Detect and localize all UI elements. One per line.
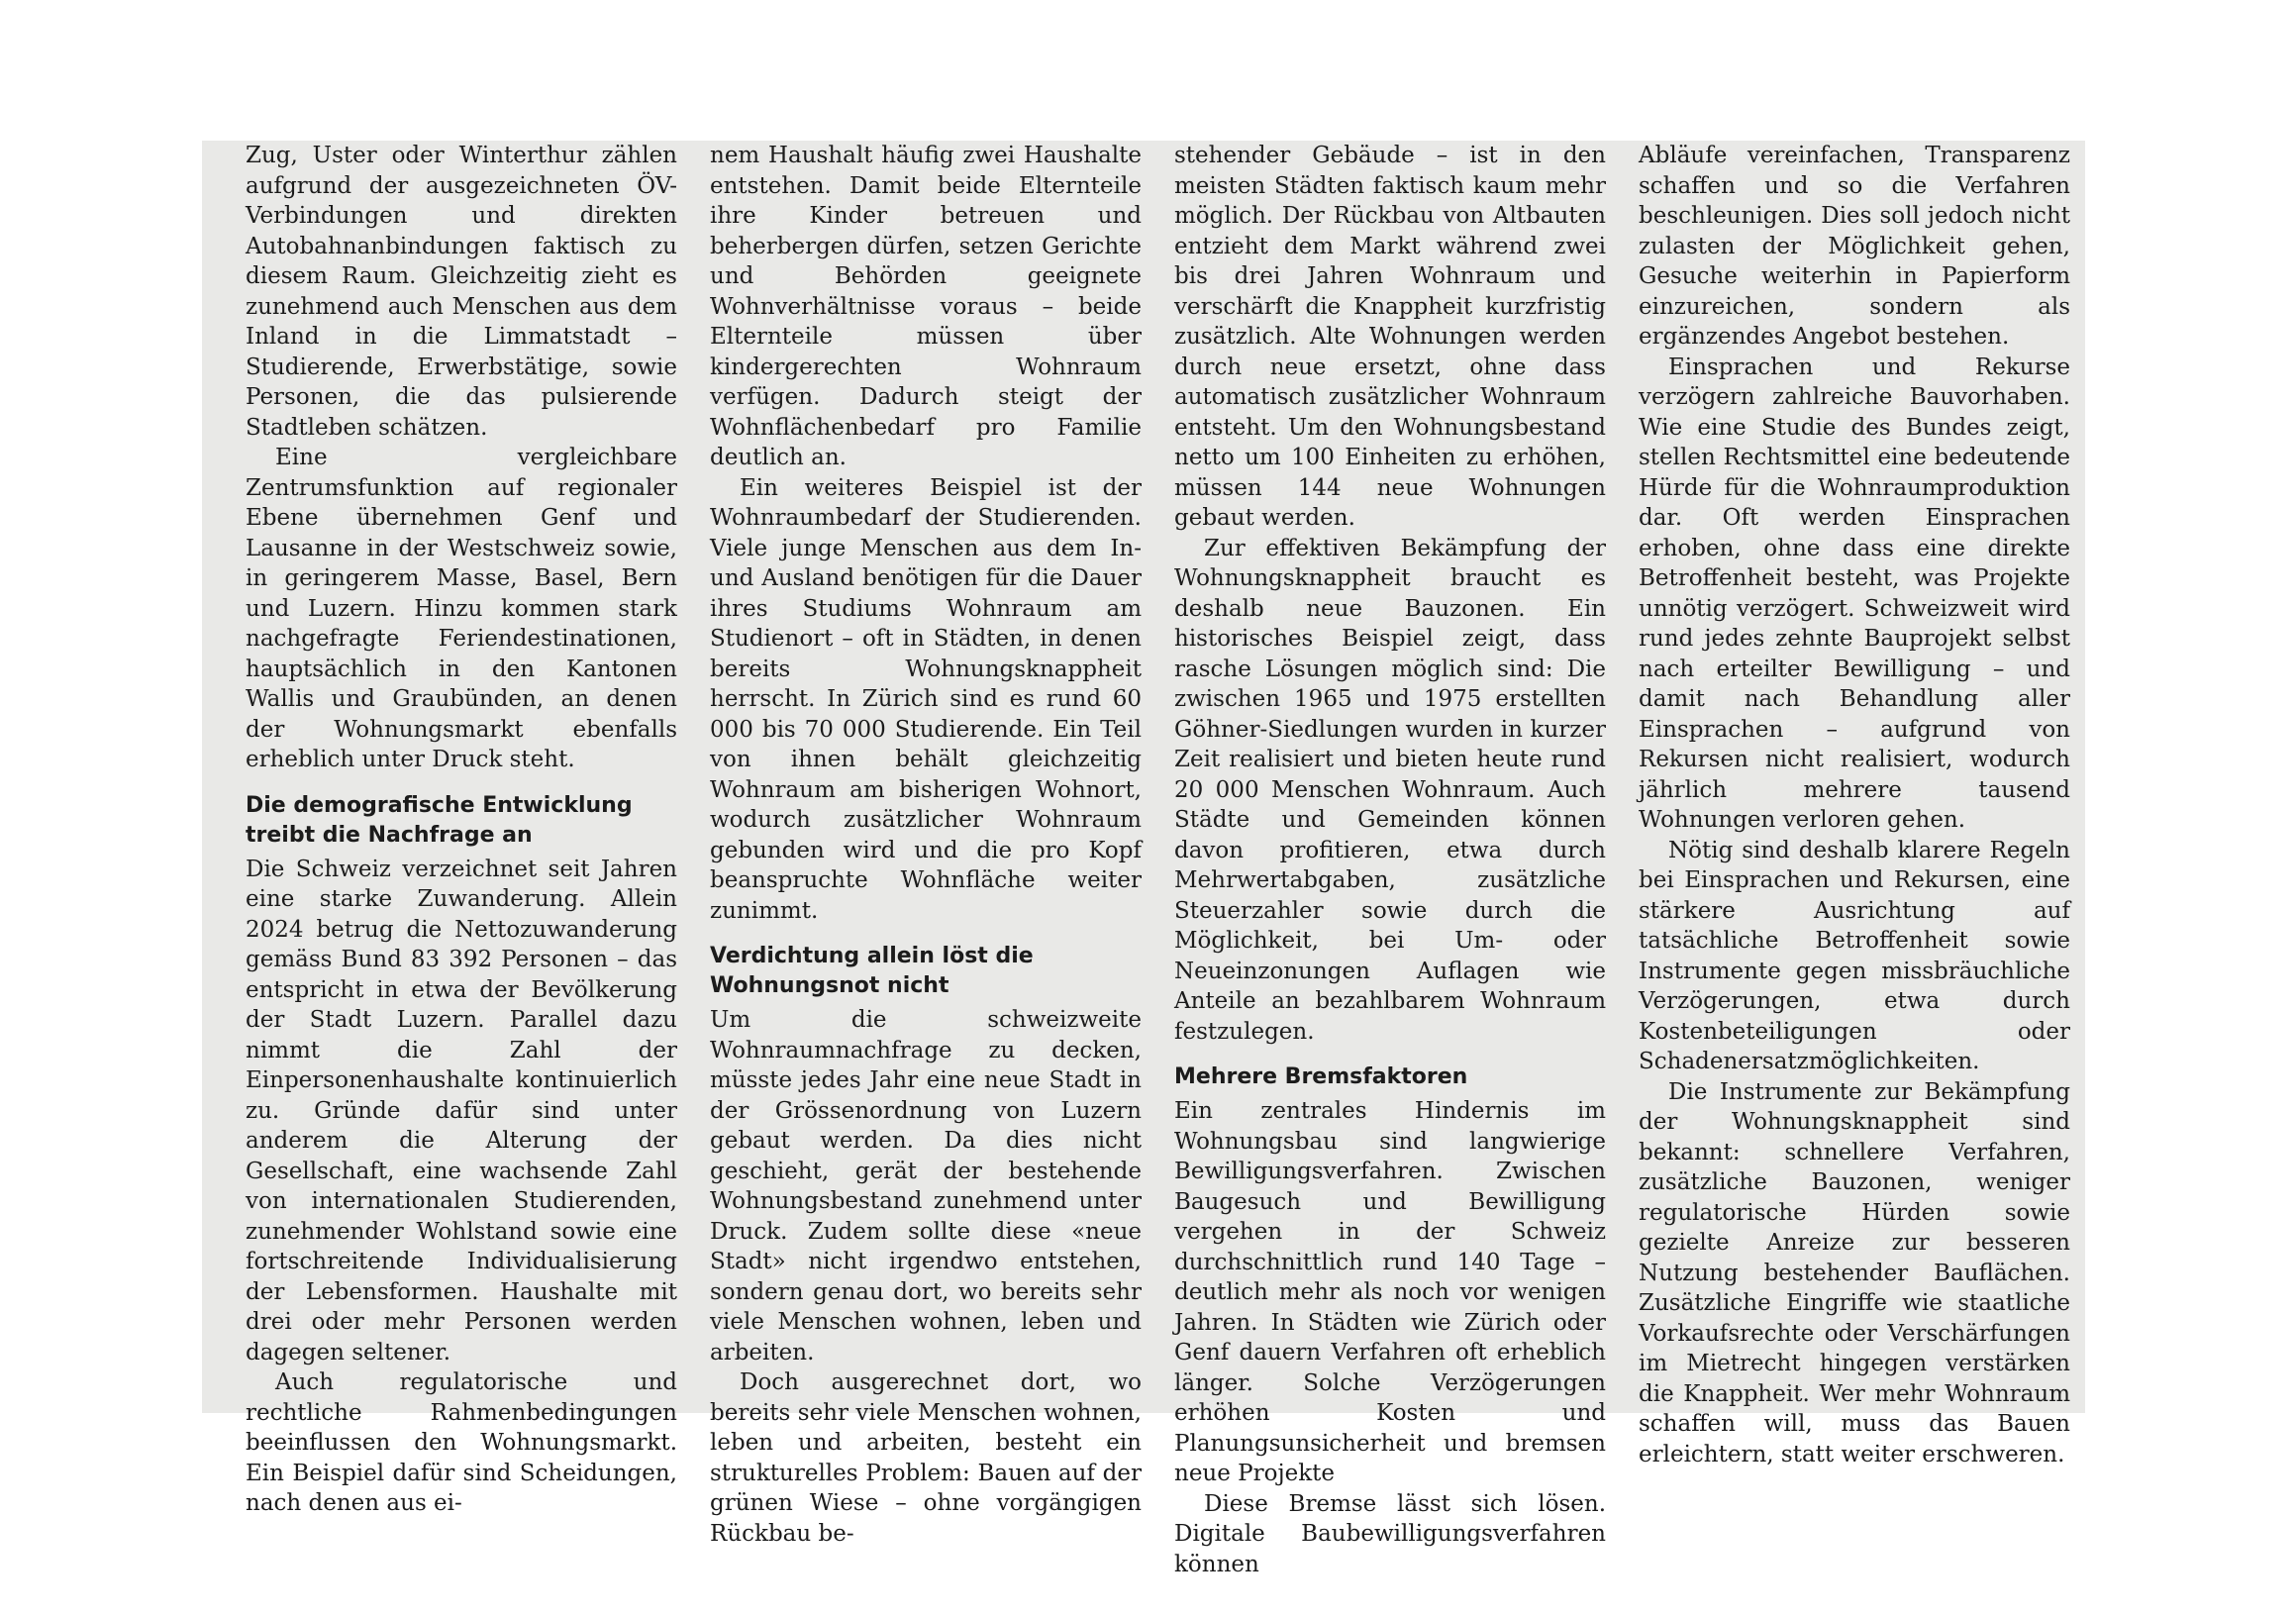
paragraph: Doch ausgerechnet dort, wo bereits sehr viele Menschen wohnen, leben und arbeiten, besteht ein strukturelles Problem: Bauen auf der grünen Wiese – ohne vorgängigen Rückbau be- [710,1369,1142,1547]
paragraph: Die Instrumente zur Bekämpfung der Wohnungsknappheit sind bekannt: schnellere Verfahren, zusätzliche Bauzonen, weniger regulatorische Hürden sowie gezielte Anreize zur besseren Nutzung bestehender Bauflächen. Zusätzliche Eingriffe wie staatliche Vorkaufsrechte oder Verschärfungen im Mietrecht hingegen verstärken die Knappheit. Wer mehr Wohnraum schaffen will, muss das Bauen erleichtern, statt weiter erschweren. [1639,1078,2070,1467]
paragraph: Eine vergleichbare Zentrumsfunktion auf regionaler Ebene übernehmen Genf und Lausanne in der Westschweiz sowie, in geringerem Masse, Basel, Bern und Luzern. Hinzu kommen stark nachgefragte Feriendestinationen, hauptsächlich in den Kantonen Wallis und Graubünden, an denen der Wohnungsmarkt ebenfalls erheblich unter Druck steht. [246,445,677,772]
paragraph: stehender Gebäude – ist in den meisten Städten faktisch kaum mehr möglich. Der Rückbau von Altbauten entzieht dem Markt während zwei bis drei Jahren Wohnraum und verschärft die Knappheit kurzfristig zusätzlich. Alte Wohnungen werden durch neue ersetzt, ohne dass automatisch zusätzlicher Wohnraum entsteht. Um den Wohnungsbestand netto um 100 Einheiten zu erhöhen, müssen 144 neue Wohnungen gebaut werden. [1174,143,1606,531]
section-heading: Verdichtung allein löst die Wohnungsnot nicht [710,944,1034,998]
paragraph: Zur effektiven Bekämpfung der Wohnungsknappheit braucht es deshalb neue Bauzonen. Ein historisches Beispiel zeigt, dass rasche Lösungen möglich sind: Die zwischen 1965 und 1975 erstellten Göhner-Siedlungen wurden in kurzer Zeit realisiert und bieten heute rund 20 000 Menschen Wohnraum. Auch Städte und Gemeinden können davon profitieren, etwa durch Mehrwertabgaben, zusätzliche Steuerzahler sowie durch die Möglichkeit, bei Um- oder Neueinzonungen Auflagen wie Anteile an bezahlbarem Wohnraum festzulegen. [1174,535,1606,1045]
paragraph: nem Haushalt häufig zwei Haushalte entstehen. Damit beide Elternteile ihre Kinder betreuen und beherbergen dürfen, setzen Gerichte und Behörden geeignete Wohnverhältnisse voraus – beide Elternteile müssen über kindergerechten Wohnraum verfügen. Dadurch steigt der Wohnflächenbedarf pro Familie deutlich an. [710,143,1142,470]
article-column-1 [246,141,677,1516]
paragraph: Zug, Uster oder Winterthur zählen aufgrund der ausgezeichneten ÖV-Verbindungen und direkten Autobahnanbindungen faktisch zu diesem Raum. Gleichzeitig zieht es zunehmend auch Menschen aus dem Inland in die Limmatstadt – Studierende, Erwerbstätige, sowie Personen, die das pulsierende Stadtleben schätzen. [246,143,677,441]
paragraph: Die Schweiz verzeichnet seit Jahren eine starke Zuwanderung. Allein 2024 betrug die Nettozuwanderung gemäss Bund 83 392 Personen – das entspricht in etwa der Bevölkerung der Stadt Luzern. Parallel dazu nimmt die Zahl der Einpersonenhaushalte kontinuierlich zu. Gründe dafür sind unter anderem die Alterung der Gesellschaft, eine wachsende Zahl von internationalen Studierenden, zunehmender Wohlstand sowie eine fortschreitende Individualisierung der Lebensformen. Haushalte mit drei oder mehr Personen werden dagegen seltener. [246,856,677,1365]
article-column-4 [1639,141,2070,1467]
paragraph: Ein zentrales Hindernis im Wohnungsbau sind langwierige Bewilligungsverfahren. Zwischen Baugesuch und Bewilligung vergehen in der Schweiz durchschnittlich rund 140 Tage – deutlich mehr als noch vor wenigen Jahren. In Städten wie Zürich oder Genf dauern Verfahren oft erheblich länger. Solche Verzögerungen erhöhen Kosten und Planungsunsicherheit und bremsen neue Projekte [1174,1098,1606,1486]
paragraph: Diese Bremse lässt sich lösen. Digitale Baubewilligungsverfahren können [1174,1490,1606,1577]
article-column-3 [1174,141,1606,1577]
paragraph: Um die schweizweite Wohnraumnachfrage zu decken, müsste jedes Jahr eine neue Stadt in der Grössenordnung von Luzern gebaut werden. Da dies nicht geschieht, gerät der bestehende Wohnungsbestand zunehmend unter Druck. Zudem sollte diese «neue Stadt» nicht irgendwo entstehen, sondern genau dort, wo bereits sehr viele Menschen wohnen, leben und arbeiten. [710,1007,1142,1365]
paragraph: Nötig sind deshalb klarere Regeln bei Einsprachen und Rekursen, eine stärkere Ausrichtung auf tatsächliche Betroffenheit sowie Instrumente gegen missbräuchliche Verzögerungen, etwa durch Kostenbeteiligungen oder Schadenersatzmöglichkeiten. [1639,837,2070,1074]
article-column-2 [710,141,1142,1547]
newspaper-clipping [202,141,2085,1577]
section-heading: Die demografische Entwicklung treibt die Nachfrage an [246,792,633,848]
paragraph: Einsprachen und Rekurse verzögern zahlreiche Bauvorhaben. Wie eine Studie des Bundes zeigt, stellen Rechtsmittel eine bedeutende Hürde für die Wohnraumproduktion dar. Oft werden Einsprachen erhoben, ohne dass eine direkte Betroffenheit besteht, was Projekte unnötig verzögert. Schweizweit wird rund jedes zehnte Bauprojekt selbst nach erteilter Bewilligung – und damit nach Behandlung aller Einsprachen – aufgrund von Rekursen nicht realisiert, wodurch jährlich mehrere tausend Wohnungen verloren gehen. [1639,354,2070,833]
paragraph: Abläufe vereinfachen, Transparenz schaffen und so die Verfahren beschleunigen. Dies soll jedoch nicht zulasten der Möglichkeit gehen, Gesuche weiterhin in Papierform einzureichen, sondern als ergänzendes Angebot bestehen. [1639,143,2070,350]
paragraph: Auch regulatorische und rechtliche Rahmenbedingungen beeinflussen den Wohnungsmarkt. Ein Beispiel dafür sind Scheidungen, nach denen aus ei- [246,1369,677,1516]
section-heading: Mehrere Bremsfaktoren [1174,1064,1468,1089]
paragraph: Ein weiteres Beispiel ist der Wohnraumbedarf der Studierenden. Viele junge Menschen aus dem In- und Ausland benötigen für die Dauer ihres Studiums Wohnraum am Studienort – oft in Städten, in denen bereits Wohnungsknappheit herrscht. In Zürich sind es rund 60 000 bis 70 000 Studierende. Ein Teil von ihnen behält gleichzeitig Wohnraum am bisherigen Wohnort, wodurch zusätzlicher Wohnraum gebunden wird und die pro Kopf beanspruchte Wohnfläche weiter zunimmt. [710,474,1142,924]
